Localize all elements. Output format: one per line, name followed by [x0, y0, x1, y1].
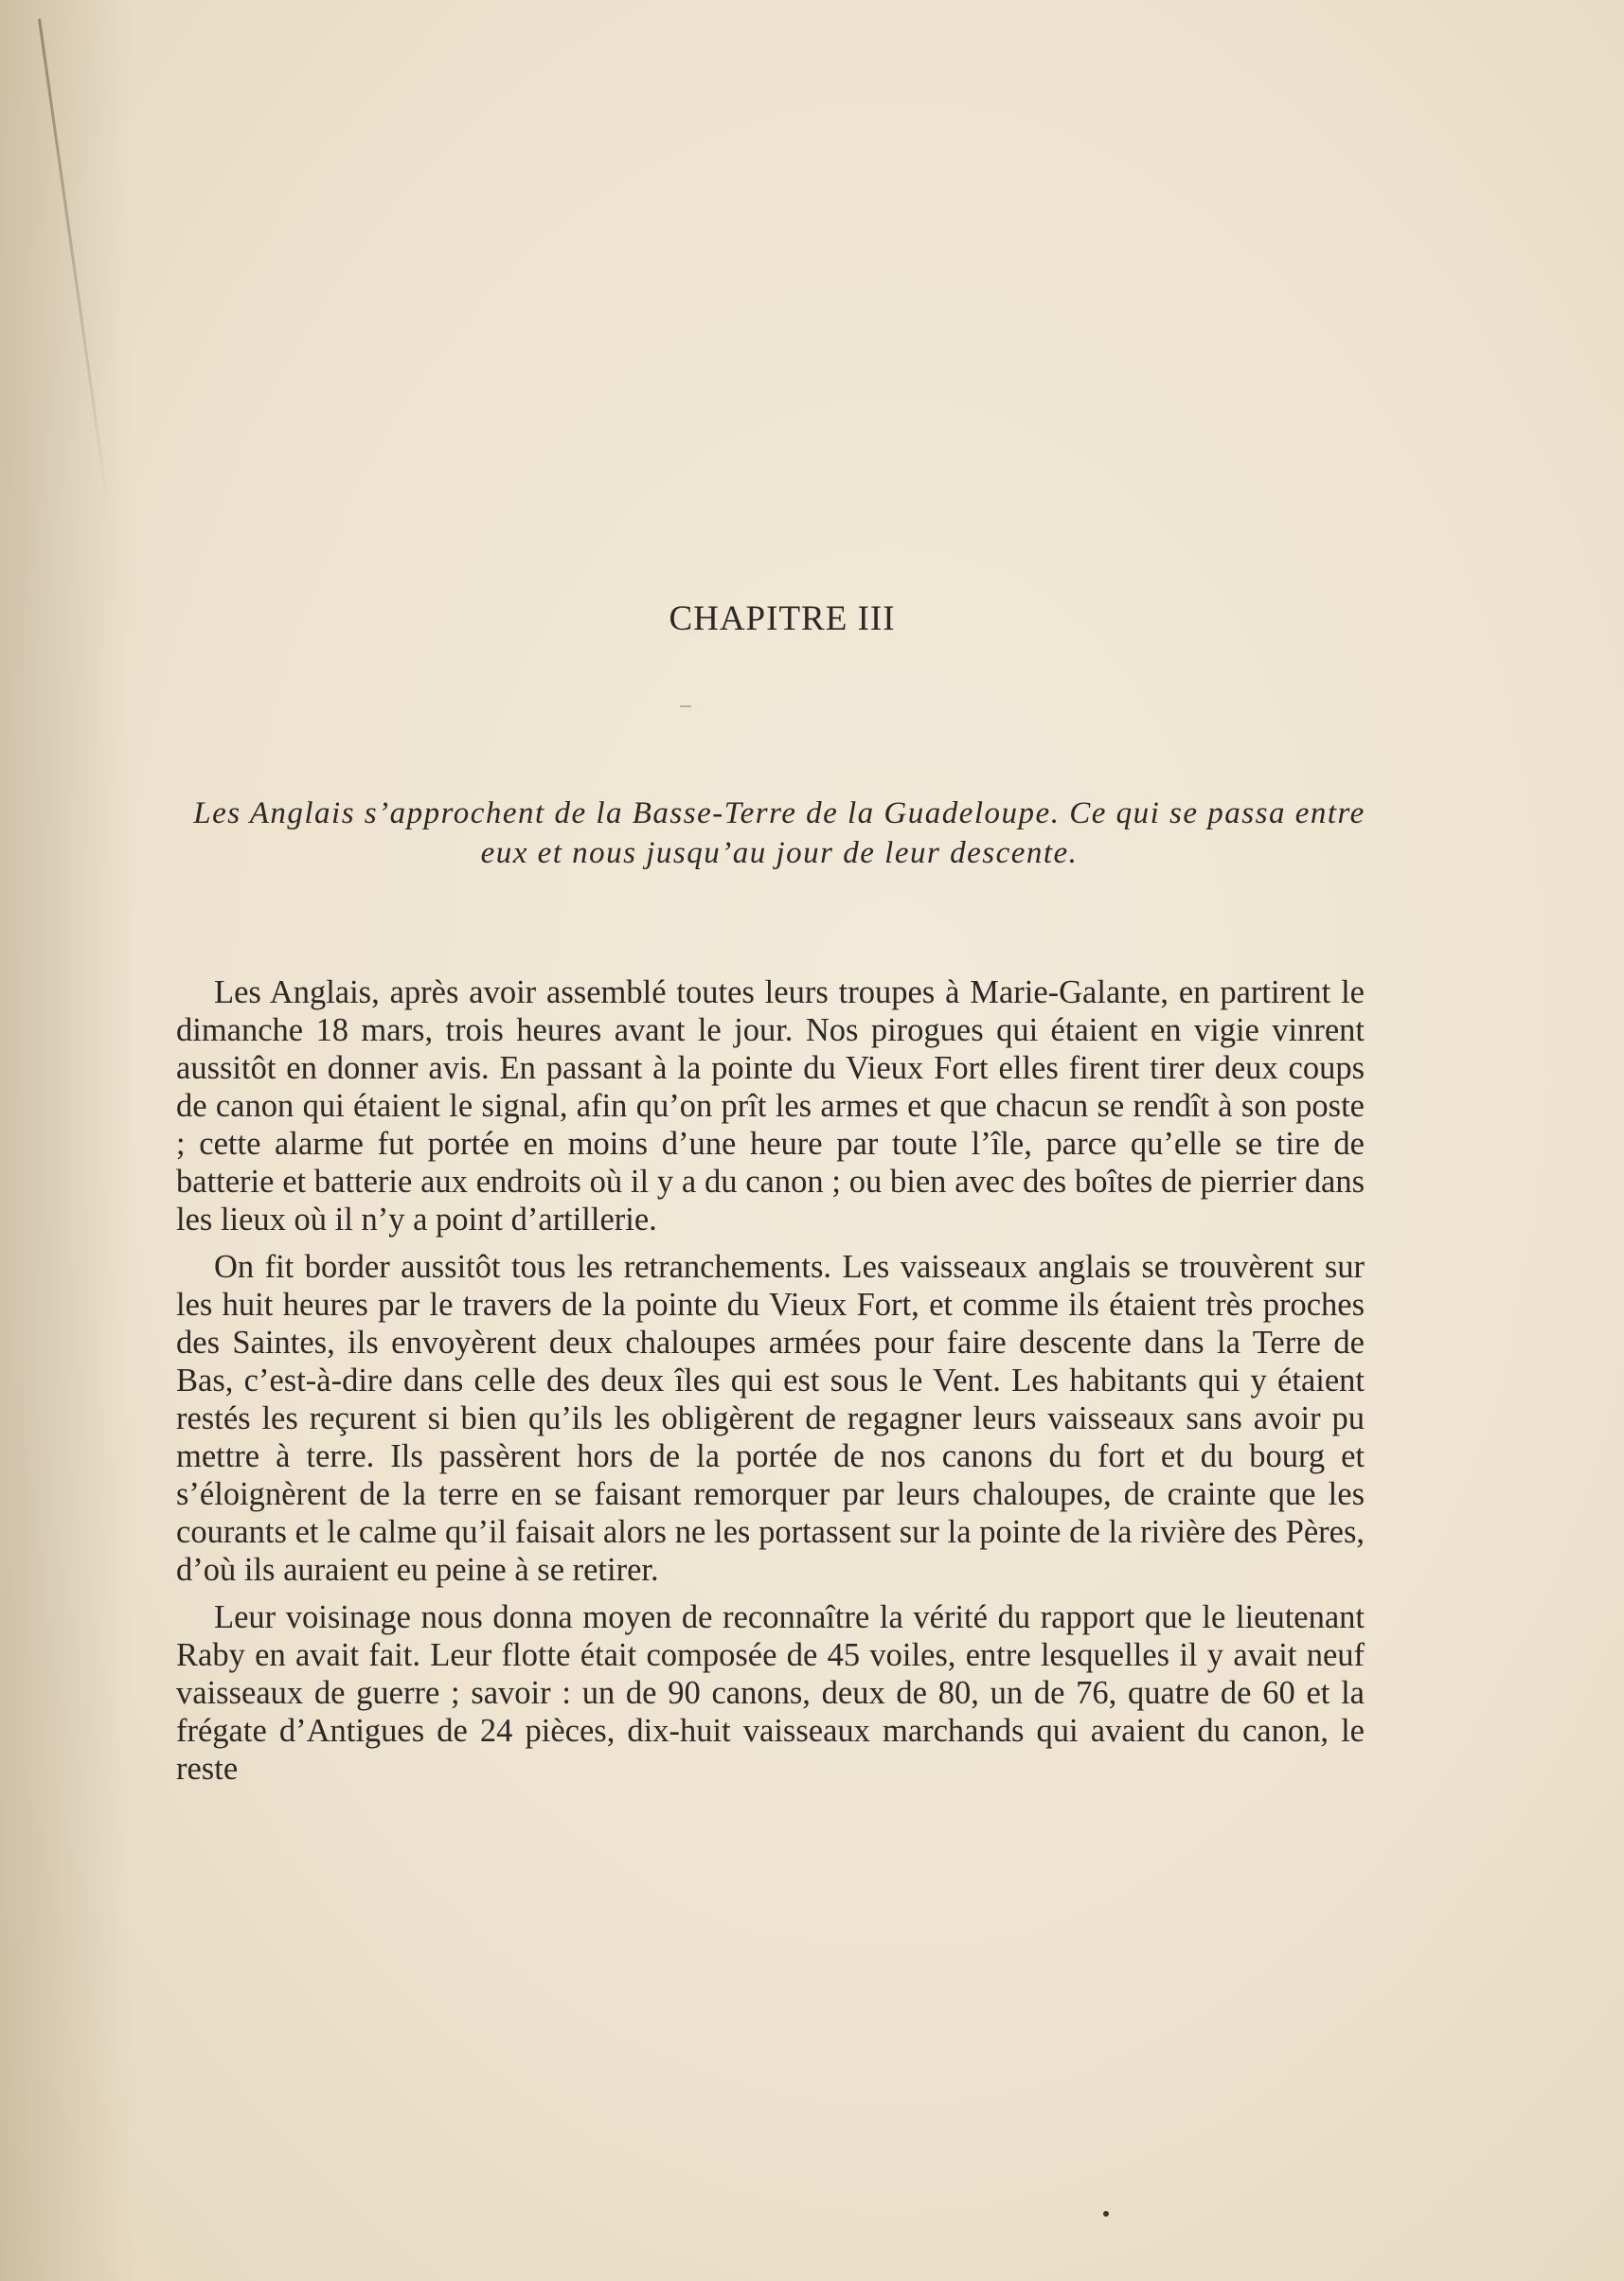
chapter-summary: Les Anglais s’approchent de la Basse-Terre de la Guadeloupe. Ce qui se passa entre eux et nous jusqu’au jour de leur descente. — [193, 796, 1365, 870]
paragraph-3: Leur voisinage nous donna moyen de reconnaître la vérité du rapport que le lieutenant Raby en avait fait. Leur flotte était composée de 45 voiles, entre lesquelles il y avait neuf vaisseaux de guerre ; savoir : un de 90 canons, deux de 80, un de 76, quatre de 60 et la frégate d’Antigues de 24 pièces, dix-huit vaisseaux marchands qui avaient du canon, le reste — [176, 1599, 1365, 1787]
chapter-title: CHAPITRE III — [669, 599, 896, 638]
paragraph-2: On fit border aussitôt tous les retranchements. Les vaisseaux anglais se trouvèrent sur les huit heures par le travers de la pointe du Vieux Fort, et comme ils étaient très proches des Saintes, ils envoyèrent deux chaloupes armées pour faire descente dans la Terre de Bas, c’est-à-dire dans celle des deux îles qui est sous le Vent. Les habitants qui y étaient restés les reçurent si bien qu’ils les obligèrent de regagner leurs vaisseaux sans avoir pu mettre à terre. Ils passèrent hors de la portée de nos canons du fort et du bourg et s’éloignèrent de la terre en se faisant remorquer par leurs chaloupes, de crainte que les courants et le calme qu’il faisait alors ne les portassent sur la pointe de la rivière des Pères, d’où ils auraient eu peine à se retirer. — [176, 1249, 1365, 1588]
paragraph-1: Les Anglais, après avoir assemblé toutes leurs troupes à Marie-Galante, en partirent le dimanche 18 mars, trois heures avant le jour. Nos pirogues qui étaient en vigie vinrent aussitôt en donner avis. En passant à la pointe du Vieux Fort elles firent tirer deux coups de canon qui étaient le signal, afin qu’on prît les armes et que chacun se rendît à son poste ; cette alarme fut portée en moins d’une heure par toute l’île, parce qu’elle se tire de batterie et batterie aux endroits où il y a du canon ; ou bien avec des boîtes de pierrier dans les lieux où il n’y a point d’artillerie. — [176, 974, 1365, 1238]
body-text — [176, 973, 1365, 1797]
page-crease — [38, 19, 109, 507]
page-edge-shadow — [0, 0, 133, 2281]
ornament-dash — [680, 705, 691, 707]
speck — [1103, 2211, 1109, 2217]
